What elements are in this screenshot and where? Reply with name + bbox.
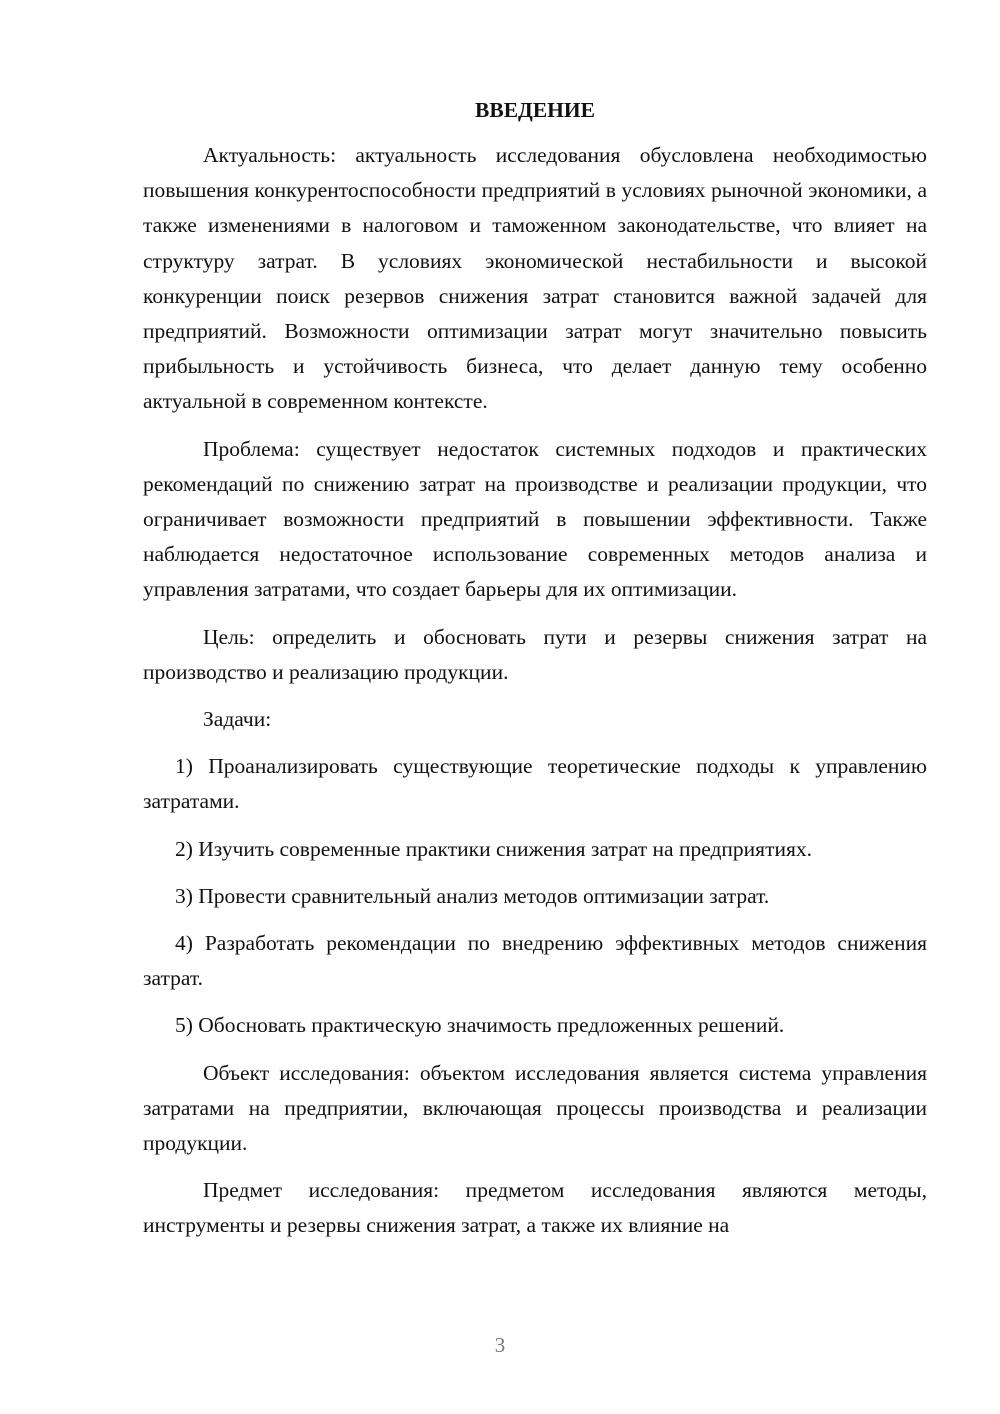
task-item-2: 2) Изучить современные практики снижения затрат на предприятиях. bbox=[175, 836, 812, 861]
page-content bbox=[143, 94, 927, 1256]
section-heading: ВВЕДЕНИЕ bbox=[475, 98, 595, 122]
task-item-3: 3) Провести сравнительный анализ методов оптимизации затрат. bbox=[175, 883, 770, 908]
goal-paragraph: Цель: определить и обосновать пути и резервы снижения затрат на производство и реализацию продукции. bbox=[143, 624, 927, 684]
subject-paragraph: Предмет исследования: предметом исследования являются методы, инструменты и резервы снижения затрат, а также их влияние на bbox=[143, 1178, 927, 1238]
object-paragraph: Объект исследования: объектом исследования является система управления затратами на предприятии, включающая процессы производства и реализации продукции. bbox=[143, 1060, 927, 1156]
task-item-1: 1) Проанализировать существующие теоретические подходы к управлению затратами. bbox=[143, 754, 927, 814]
tasks-label: Задачи: bbox=[203, 707, 272, 732]
relevance-paragraph: Актуальность: актуальность исследования обусловлена необходимостью повышения конкурентоспособности предприятий в условиях рыночной экономики, а также изменениями в налоговом и таможенном законодательстве, что влияет на структуру затрат. В условиях экономической нестабильности и высокой конкуренции поиск резервов снижения затрат становится важной задачей для предприятий. Возможности оптимизации затрат могут значительно повысить прибыльность и устойчивость бизнеса, что делает данную тему особенно актуальной в современном контексте. bbox=[143, 143, 927, 414]
task-item-4: 4) Разработать рекомендации по внедрению эффективных методов снижения затрат. bbox=[143, 931, 927, 991]
page-number: 3 bbox=[494, 1333, 506, 1357]
problem-paragraph: Проблема: существует недостаток системных подходов и практических рекомендаций по снижению затрат на производстве и реализации продукции, что ограничивает возможности предприятий в повышении эффективности. Также наблюдается недостаточное использование современных методов анализа и управления затратами, что создает барьеры для их оптимизации. bbox=[143, 436, 927, 602]
task-item-5: 5) Обосновать практическую значимость предложенных решений. bbox=[175, 1013, 785, 1038]
